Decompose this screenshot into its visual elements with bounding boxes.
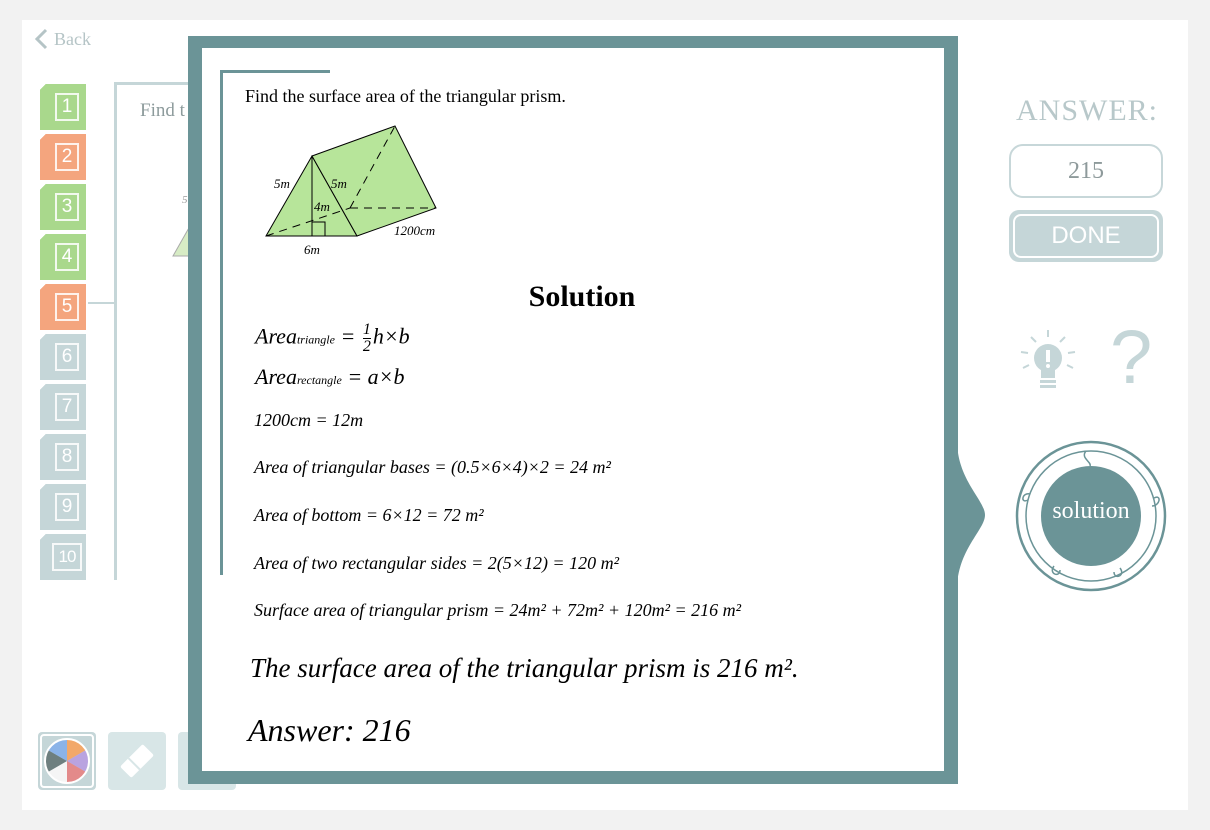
label-length: 1200cm: [394, 223, 436, 238]
triangle-area-formula: [255, 322, 410, 355]
step-4[interactable]: [40, 234, 86, 280]
step-number: 8: [55, 443, 79, 471]
solution-conclusion: The surface area of the triangular prism is 216 m².: [250, 653, 799, 683]
question-peek-text: Find t: [140, 100, 185, 121]
step-3[interactable]: [40, 184, 86, 230]
color-wheel-icon: [38, 732, 96, 790]
formula-subscript: triangle: [296, 332, 335, 347]
solution-label: solution: [1052, 498, 1130, 524]
step-number: 9: [55, 493, 79, 521]
fraction-numerator: 1: [362, 321, 371, 338]
step-number: 7: [55, 393, 79, 421]
triangular-prism-figure: [260, 118, 460, 263]
lightbulb-icon[interactable]: [1017, 328, 1079, 394]
formula-rest: h×b: [372, 323, 410, 349]
help-button[interactable]: ?: [1110, 315, 1153, 400]
modal-side-accent: [220, 70, 223, 575]
figure-peek-label: 5: [182, 194, 188, 206]
formula-area: Area: [255, 364, 297, 389]
solution-step-5: Surface area of triangular prism = 24m² + 72m² + 120m² = 216 m²: [254, 600, 742, 620]
solution-step-1: 1200cm = 12m: [254, 410, 364, 430]
step-2[interactable]: [40, 134, 86, 180]
answer-label: ANSWER:: [1016, 94, 1158, 127]
formula-area: Area: [255, 323, 297, 349]
label-slant-right: 5m: [331, 176, 347, 191]
step-9[interactable]: [40, 484, 86, 530]
rectangle-area-formula: [255, 364, 405, 390]
step-10[interactable]: [40, 534, 86, 580]
step-number: 2: [55, 143, 79, 171]
back-label: Back: [54, 28, 91, 49]
step-7[interactable]: [40, 384, 86, 430]
eraser-icon: [108, 732, 166, 790]
question-text: Find the surface area of the triangular prism.: [245, 86, 566, 106]
step-number: 4: [55, 243, 79, 271]
solution-heading: Solution: [528, 280, 636, 313]
step-number: 10: [52, 543, 82, 571]
step-number: 5: [55, 293, 79, 321]
step-8[interactable]: [40, 434, 86, 480]
eraser-tool[interactable]: [108, 732, 166, 790]
step-number: 6: [55, 343, 79, 371]
fraction-denominator: 2: [362, 338, 371, 355]
half-fraction: [363, 322, 371, 355]
modal-corner-accent: [220, 70, 330, 73]
label-slant-left: 5m: [274, 176, 290, 191]
chevron-left-icon: [34, 28, 48, 50]
formula-rest: = a×b: [341, 364, 405, 389]
back-button[interactable]: [34, 28, 91, 50]
step-1[interactable]: [40, 84, 86, 130]
step-6[interactable]: [40, 334, 86, 380]
solution-step-3: Area of bottom = 6×12 = 72 m²: [254, 505, 484, 525]
solution-answer: Answer: 216: [248, 712, 411, 748]
done-label: DONE: [1013, 214, 1159, 258]
label-base: 6m: [304, 242, 320, 257]
modal-pointer: [957, 440, 987, 590]
step-number: 3: [55, 193, 79, 221]
formula-equals: =: [334, 323, 356, 349]
formula-subscript: rectangle: [296, 373, 342, 387]
solution-step-4: Area of two rectangular sides = 2(5×12) = 120 m²: [254, 553, 619, 573]
answer-input[interactable]: 215: [1009, 144, 1163, 198]
solution-step-2: Area of triangular bases = (0.5×6×4)×2 = 24 m²: [254, 457, 611, 477]
step-5[interactable]: [40, 284, 86, 330]
active-step-connector: [88, 302, 116, 304]
color-wheel-tool[interactable]: [38, 732, 96, 790]
label-height: 4m: [314, 199, 330, 214]
step-number: 1: [55, 93, 79, 121]
done-button[interactable]: [1009, 210, 1163, 262]
